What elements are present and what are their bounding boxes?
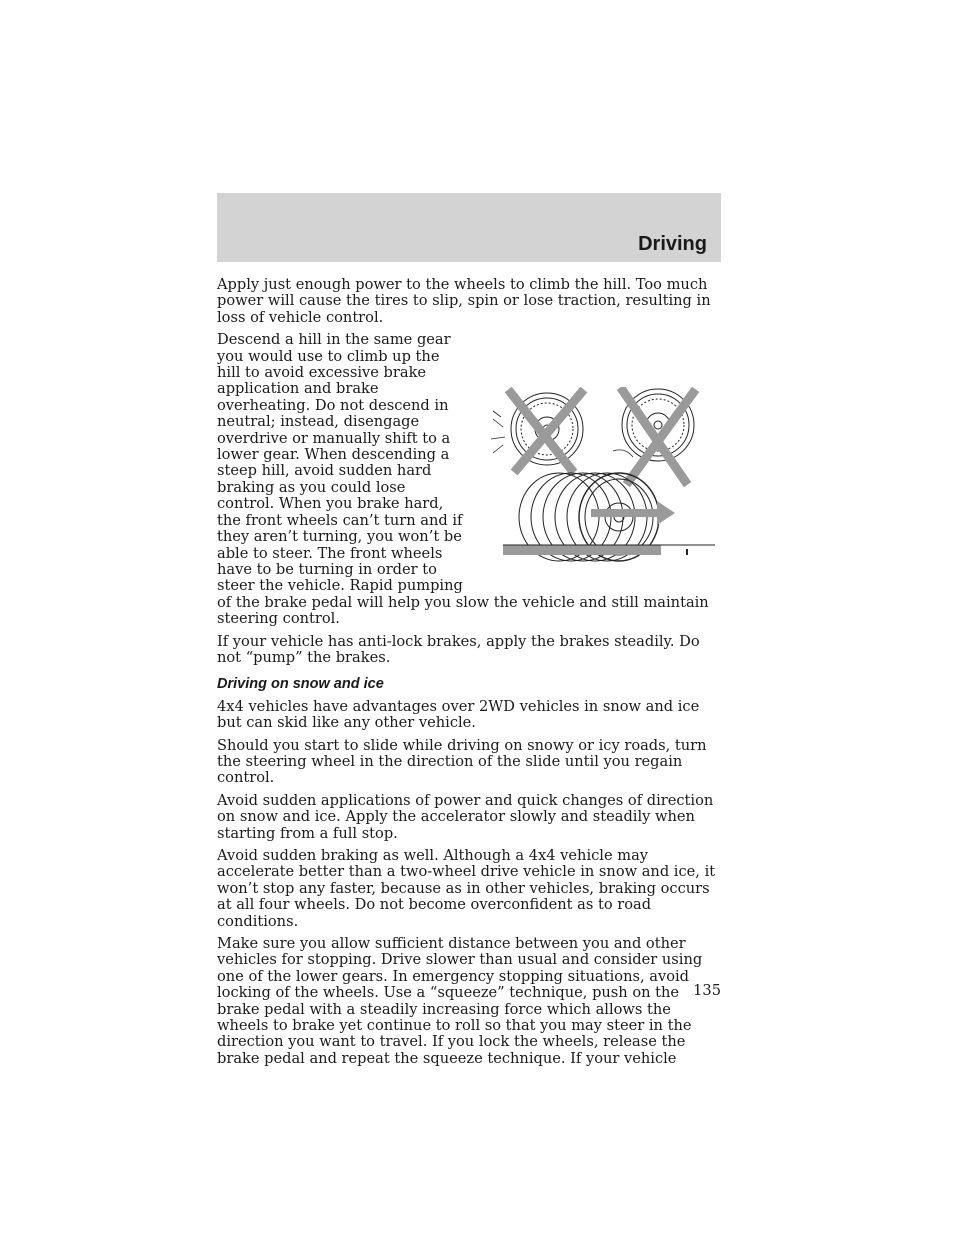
paragraph-4x4-advantages: 4x4 vehicles have advantages over 2WD vehicles in snow and ice but can skid like any other vehicle. [217,697,700,732]
subheading-snow-ice: Driving on snow and ice [217,676,384,693]
paragraph-anti-lock-brakes: If your vehicle has anti-lock brakes, apply the brakes steadily. Do not “pump” the brakes. [217,632,700,666]
page-content [217,277,723,1073]
wheel-braking-illustration [473,387,723,579]
ground-line [503,545,715,555]
paragraph-stopping-distance: Make sure you allow sufficient distance between you and other vehicles for stopping. Drive slower than usual and consider using one of the lower gears. In emergency stopping situations, avoid locking of the wheels. Use a “squeeze” technique, push on the brake pedal with a steadily increasing force which allows the wheels to brake yet continue to roll so that you may steer in the direction you want to travel. If you lock the wheels, release the brake pedal and repeat the squeeze technique. If your vehicle [217,935,703,1067]
paragraph-avoid-sudden-braking: Avoid sudden braking as well. Although a 4x4 vehicle may accelerate better than a two-wheel drive vehicle in snow and ice, it won’t stop any faster, because as in other vehicles, braking occurs at all four wheels. Do not become overconfident as to road conditions. [217,847,716,930]
paragraph-slide-steering: Should you start to slide while driving on snowy or icy roads, turn the steering wheel in the direction of the slide until you regain control. [217,736,707,787]
paragraph-descend-hill: Descend a hill in the same gear you would use to climb up the hill to avoid excessive brake application and brake overheating. Do not descend in neutral; instead, disengage overdrive or manually shift to a lower gear. When descending a steep hill, avoid sudden hard braking as you could lose control. When you brake hard, the front wheels can’t turn and if they aren’t turning, you won’t be able to steer. The front wheels have to be turning in order to steer the vehicle. Rapid pumping of the brake pedal will help you slow the vehicle and still maintain steering control. [217,331,709,628]
section-header-band [217,193,721,262]
page-number: 135 [693,982,721,999]
section-title: Driving [638,233,707,255]
wheel-braking-diagram [473,387,723,579]
paragraph-avoid-sudden-power: Avoid sudden applications of power and quick changes of direction on snow and ice. Apply the accelerator slowly and steadily when starting from a full stop. [217,791,714,842]
paragraph-climb-hill: Apply just enough power to the wheels to climb the hill. Too much power will cause the tires to slip, spin or lose traction, resulting in loss of vehicle control. [217,276,711,326]
